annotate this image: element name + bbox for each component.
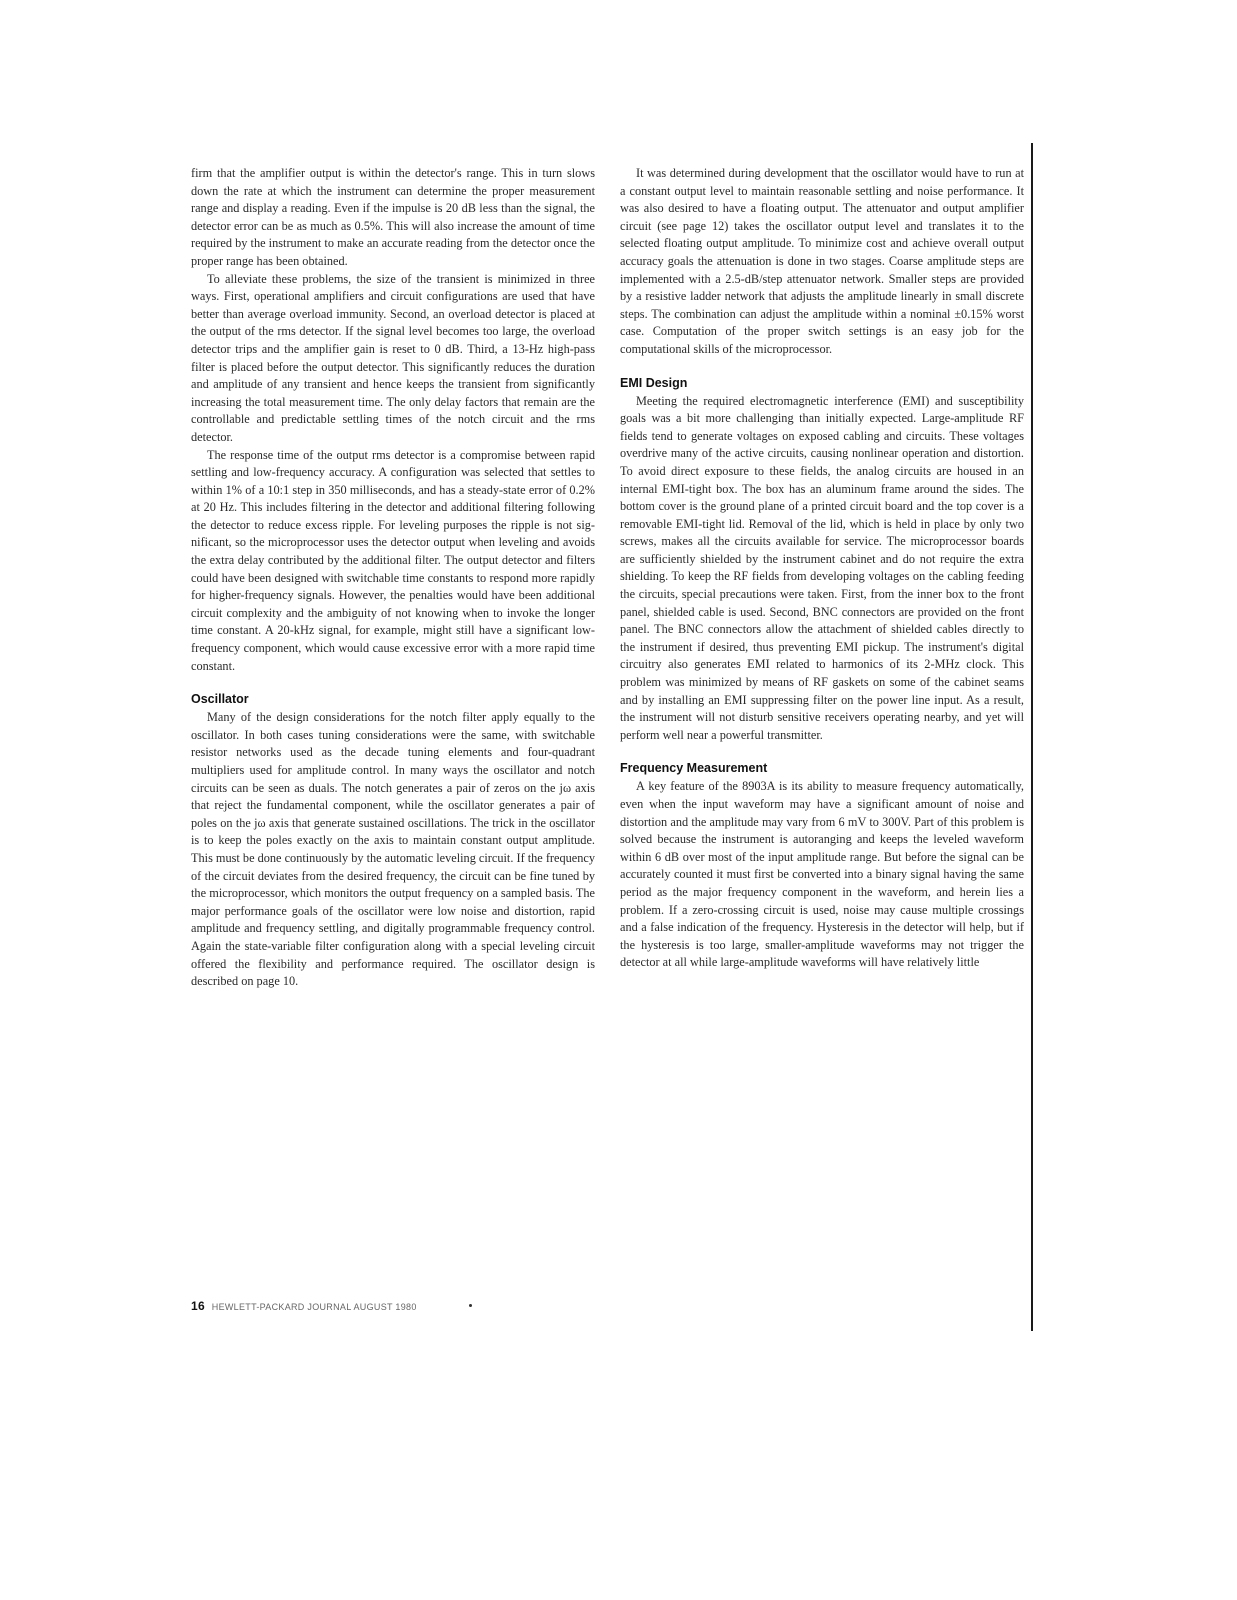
vertical-rule — [1031, 143, 1033, 1331]
footer-dot — [469, 1304, 472, 1307]
paragraph: Many of the design considerations for the notch filter apply equally to the oscillator. In both cases tuning considerations were the same, with switchable resistor networks used as the decade tuning elements and four-quadrant multipliers used for amplitude control. In many ways the oscillator and notch circuits can be seen as duals. The notch generates a pair of zeros on the jω axis that reject the fundamental component, while the oscillator generates a pair of poles on the jω axis that generate sustained oscillations. The trick in the oscillator is to keep the poles exactly on the axis to maintain constant output amplitude. This must be done continuously by the automatic leveling circuit. If the frequency of the circuit deviates from the desired frequency, the circuit can be fine tuned by the microprocessor, which monitors the output frequency on a sampled basis. The major performance goals of the oscillator were low noise and distortion, rapid amplitude and frequency settling, and digitally programmable frequency control. Again the state-variable filter configuration along with a special leveling circuit offered the flexibility and performance required. The oscillator design is described on page 10. — [191, 710, 595, 989]
section-heading-emi-design: EMI Design — [620, 375, 688, 390]
left-column — [191, 165, 595, 991]
paragraph: The response time of the output rms detector is a compromise between rapid settling and low-frequency accuracy. A configuration was selected that settles to within 1% of a 10:1 step in 350 milliseconds, and has a steady-state error of 0.2% at 20 Hz. This includes filtering in the detector and additional filtering following the detector to reduce excess ripple. For leveling purposes the ripple is not significant, so the microprocessor uses the detector output when leveling and avoids the extra delay contributed by the additional filter. The output detector and filters could have been designed with switchable time constants to respond more rapidly for higher-frequency signals. However, the penalties would have been additional circuit complexity and the ambiguity of not knowing when to invoke the longer time constant. A 20-kHz signal, for example, might still have a significant low-frequency component, which would cause excessive error with a more rapid time constant. — [191, 447, 595, 673]
publication-line: HEWLETT-PACKARD JOURNAL AUGUST 1980 — [211, 1302, 417, 1312]
paragraph: It was determined during development that the oscillator would have to run at a constant output level to maintain reasonable settling and noise performance. It was also desired to have a floating output. The attenuator and output amplifier circuit (see page 12) takes the oscillator output level and translates it to the selected floating output amplitude. To minimize cost and achieve overall output accuracy goals the attenuation is done in two stages. Coarse amplitude steps are implemented with a 2.5-dB/step attenuator network. Smaller steps are provided by a resistive ladder network that adjusts the amplitude linearly in small discrete steps. The combination can adjust the amplitude within a nominal ±0.15% worst case. Computation of the proper switch settings is an easy job for the computational skills of the microprocessor. — [620, 166, 1024, 356]
paragraph: firm that the amplifier output is within the detector's range. This in turn slows down the rate at which the instrument can determine the proper measurement range and display a reading. Even if the impulse is 20 dB less than the signal, the detector error can be as much as 0.5%. This will also increase the amount of time required by the instrument to make an accurate reading from the detector once the proper range has been obtained. — [191, 166, 595, 268]
right-column — [620, 165, 1024, 972]
page-footer — [191, 1299, 417, 1313]
paragraph: To alleviate these problems, the size of the transient is minimized in three ways. First, operational amplifiers and circuit configurations are used that have better than average overload immunity. Second, an overload detector is placed at the output of the rms detector. If the signal level becomes too large, the overload detector trips and the amplifier gain is reset to 0 dB. Third, a 13-Hz high-pass filter is placed before the output detector. This significantly reduces the duration and amplitude of any transient and hence keeps the transient from significantly increasing the total measurement time. The only delay factors that remain are the controllable and predictable settling times of the notch circuit and the rms detector. — [191, 271, 595, 444]
paragraph: A key feature of the 8903A is its ability to measure frequency automatically, even when the input waveform may have a significant amount of noise and distortion and the amplitude may vary from 6 mV to 300V. Part of this problem is solved because the instrument is autoranging and keeps the leveled waveform within 6 dB over most of the input amplitude range. But before the signal can be accurately counted it must first be converted into a binary signal having the same period as the major frequency component in the waveform, and herein lies a problem. If a zero-crossing circuit is used, noise may cause multiple crossings and a false indication of the frequency. Hysteresis in the detector will help, but if the hysteresis is too large, smaller-amplitude waveforms may not trigger the detector at all while large-amplitude waveforms will have relatively little — [620, 779, 1024, 970]
section-heading-frequency-measurement: Frequency Measurement — [620, 761, 768, 776]
page-number: 16 — [191, 1299, 205, 1313]
section-heading-oscillator: Oscillator — [191, 692, 249, 707]
paragraph: Meeting the required electromagnetic interference (EMI) and susceptibility goals was a bit more challenging than initially expected. Large-amplitude RF fields tend to generate voltages on exposed cabling and circuits. These voltages overdrive many of the active circuits, causing nonlinear operation and distortion. To avoid direct exposure to these fields, the analog circuits are housed in an internal EMI-tight box. The box has an aluminum frame around the sides. The bottom cover is the ground plane of a printed circuit board and the top cover is a removable EMI-tight lid. Removal of the lid, which is held in place by only two screws, makes all the circuits available for service. The microprocessor boards are sufficiently shielded by the instrument cabinet and do not require the extra shielding. To keep the RF fields from developing voltages on the cabling feeding the circuits, special precautions were taken. First, from the inner box to the front panel, shielded cable is used. Second, BNC connectors are provided on the front panel. The BNC connectors allow the attachment of shielded cables directly to the instrument if desired, thus preventing EMI pickup. The instrument's digital circuitry also generates EMI related to harmonics of its 2-MHz clock. This problem was minimized by means of RF gaskets on some of the cabinet seams and by installing an EMI suppressing filter on the power line input. As a result, the instrument will not disturb sensitive receivers operating nearby, and yet will perform well near a powerful transmitter. — [620, 393, 1024, 742]
